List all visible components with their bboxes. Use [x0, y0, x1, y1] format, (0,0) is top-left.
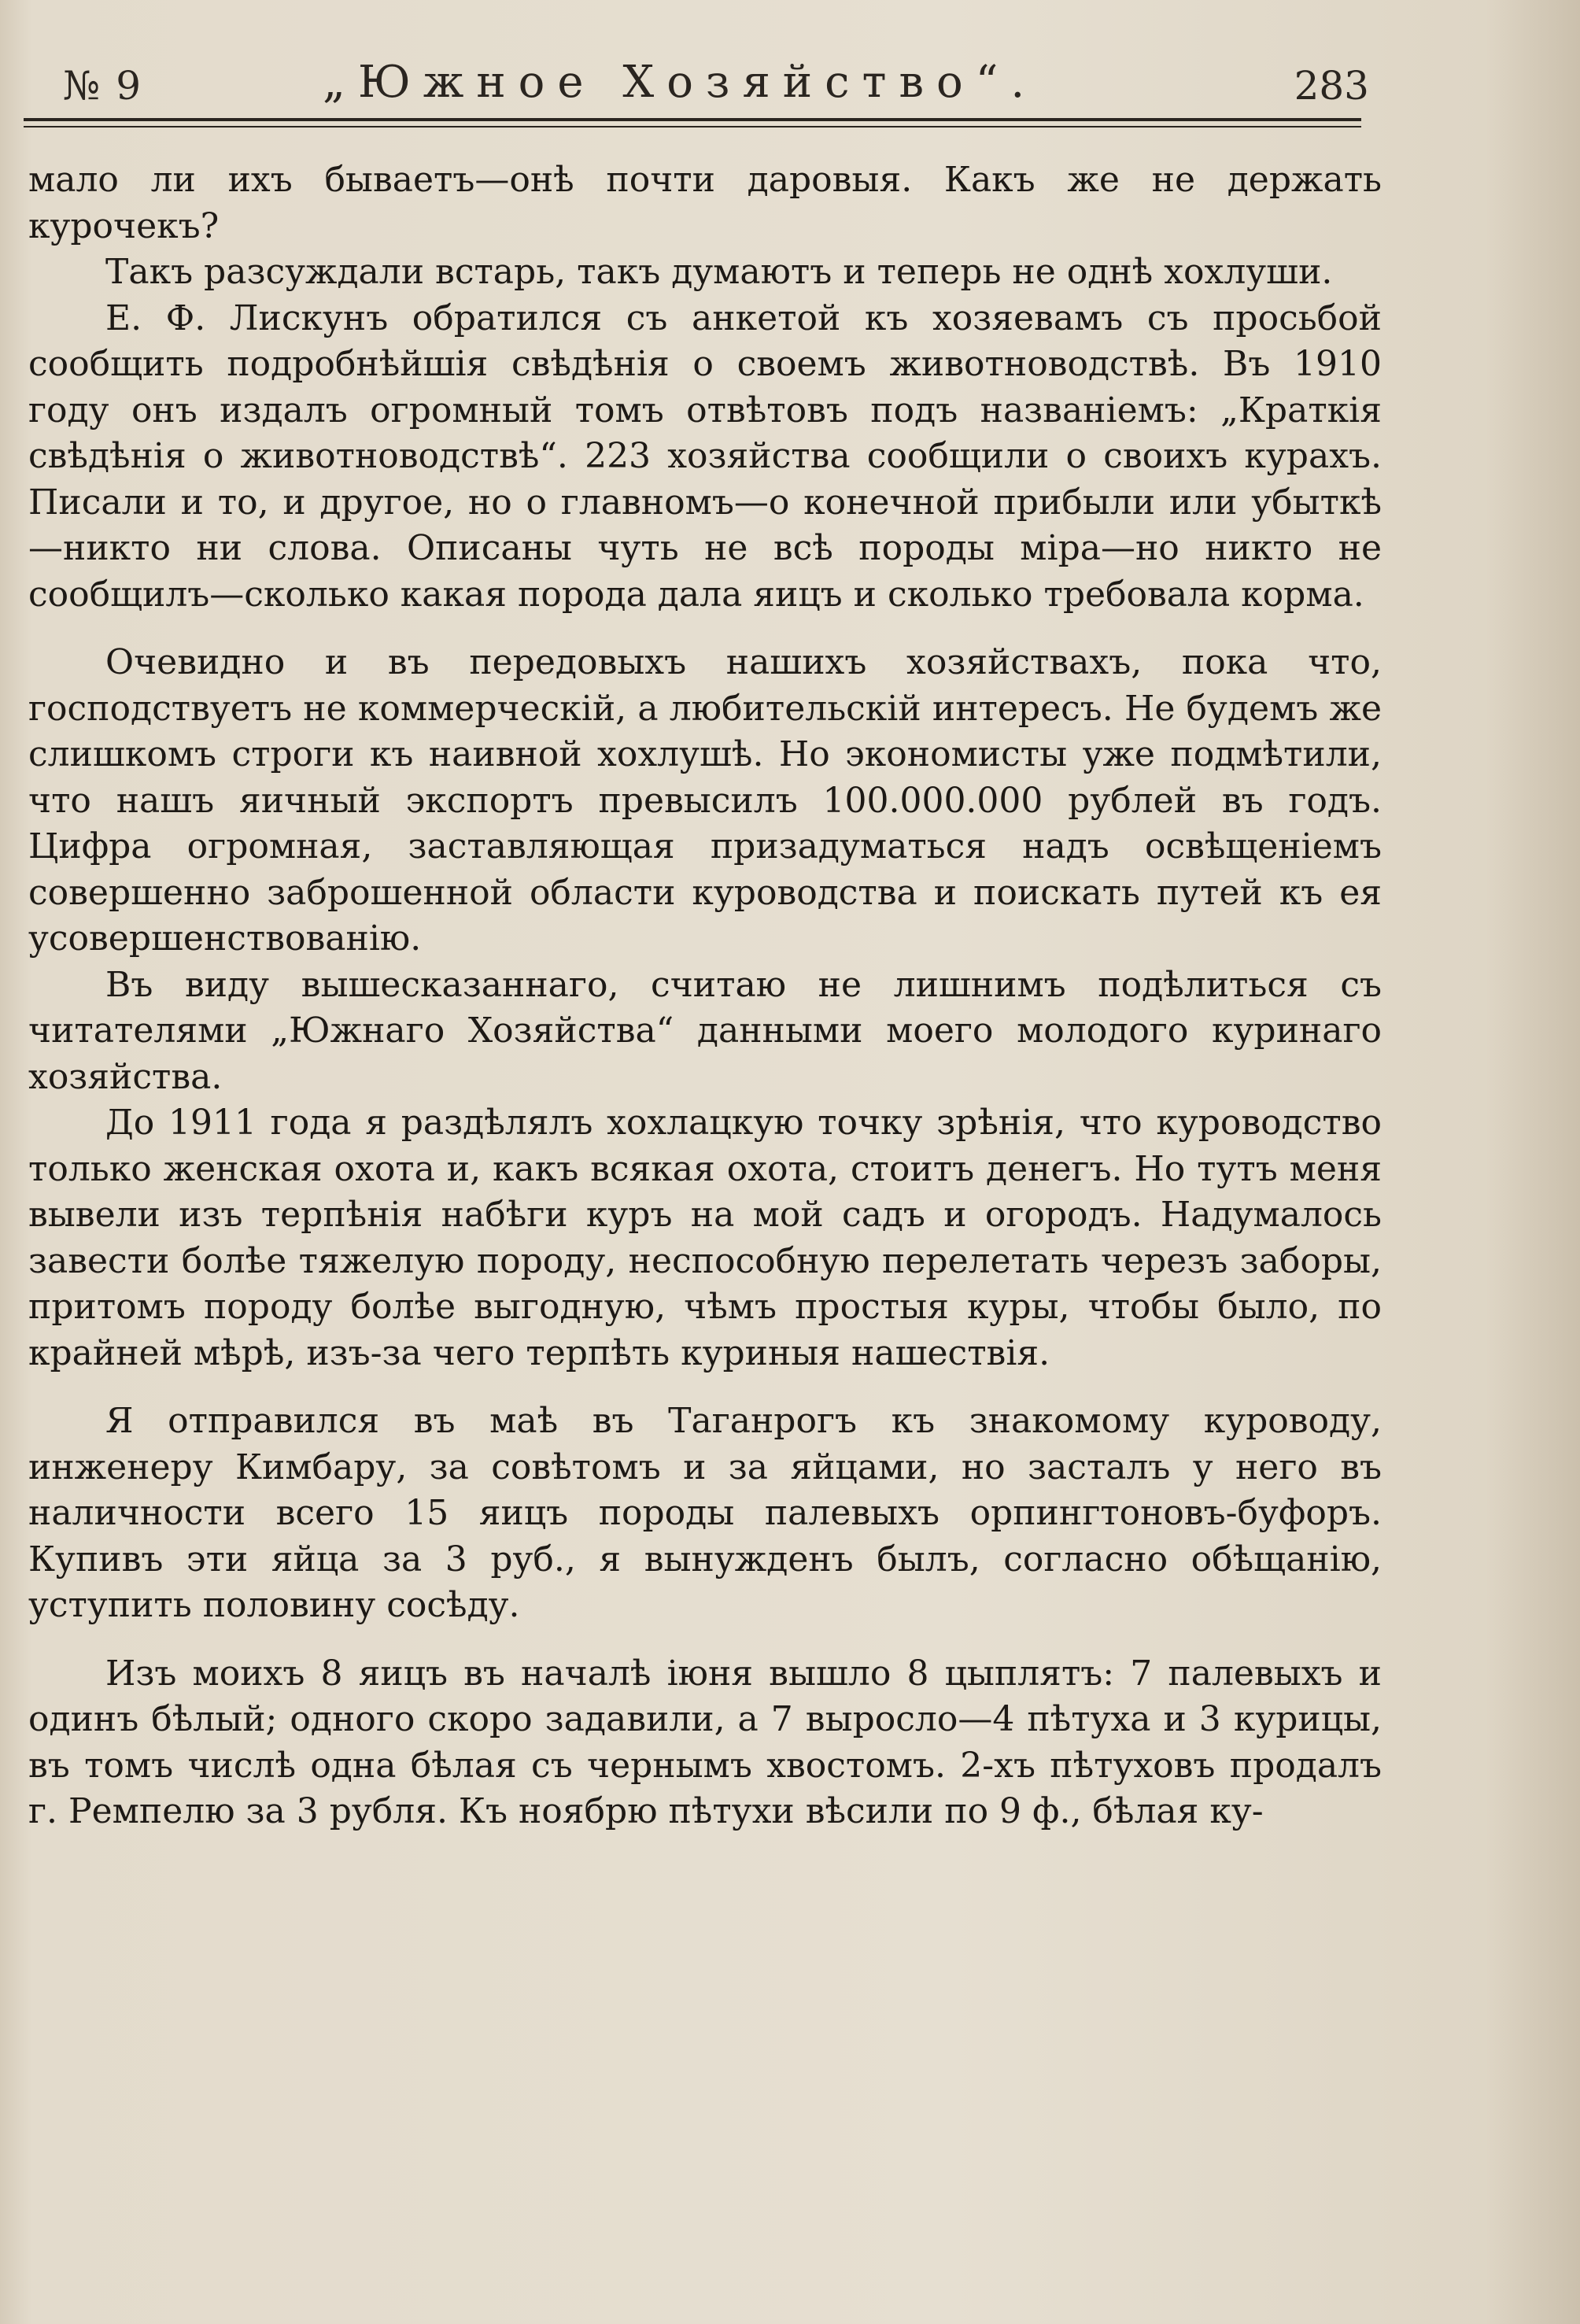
header-rule-thin — [24, 126, 1361, 127]
paragraph: мало ли ихъ бываетъ—онѣ почти даровыя. Какъ же не держать курочекъ? — [28, 160, 1382, 246]
paragraph: Такъ разсуждали встарь, такъ думаютъ и теперь не однѣ хохлуши. — [105, 252, 1333, 292]
page-number: 283 — [1294, 63, 1369, 109]
journal-title: „Южное Хозяйство“. — [323, 57, 1038, 108]
paragraph: Въ виду вышесказаннаго, считаю не лишнимъ подѣлиться съ читателями „Южнаго Хозяйства“ данными моего молодого куринаго хозяйства. — [28, 964, 1382, 1097]
header-rule-thick — [24, 118, 1361, 121]
article-body — [28, 157, 1382, 1835]
page-edge-shadow — [1486, 0, 1580, 2324]
page-header — [63, 57, 1369, 120]
paragraph: Изъ моихъ 8 яицъ въ началѣ іюня вышло 8 цыплятъ: 7 палевыхъ и одинъ бѣлый; одного скоро задавили, а 7 выросло—4 пѣтуха и 3 курицы, въ томъ числѣ одна бѣлая съ чернымъ хвостомъ. 2-хъ пѣтуховъ продалъ г. Ремпелю за 3 рубля. Къ ноябрю пѣтухи вѣсили по 9 ф., бѣлая ку- — [28, 1653, 1382, 1831]
paragraph: Очевидно и въ передовыхъ нашихъ хозяйствахъ, пока что, господствуетъ не коммерческій, а любительскій интересъ. Не будемъ же слишкомъ строги къ наивной хохлушѣ. Но экономисты уже подмѣтили, что нашъ яичный экспортъ превысилъ 100.000.000 рублей въ годъ. Цифра огромная, заставляющая призадуматься надъ освѣщеніемъ совершенно заброшенной области куроводства и поискать путей къ ея усовершенствованію. — [28, 642, 1382, 959]
issue-number: № 9 — [63, 63, 143, 109]
paragraph: Я отправился въ маѣ въ Таганрогъ къ знакомому куроводу, инженеру Кимбару, за совѣтомъ и за яйцами, но засталъ у него въ наличности всего 15 яицъ породы палевыхъ орпингтоновъ-буфоръ. Купивъ эти яйца за 3 руб., я вынужденъ былъ, согласно обѣщанію, уступить половину сосѣду. — [28, 1401, 1382, 1625]
paragraph: Е. Ф. Лискунъ обратился съ анкетой къ хозяевамъ съ просьбой сообщить подробнѣйшія свѣдѣнія о своемъ животноводствѣ. Въ 1910 году онъ издалъ огромный томъ отвѣтовъ подъ названіемъ: „Краткія свѣдѣнія о животноводствѣ“. 223 хозяйства сообщили о своихъ курахъ. Писали и то, и другое, но о главномъ—о конечной прибыли или убыткѣ—никто ни слова. Описаны чуть не всѣ породы міра—но никто не сообщилъ—сколько какая порода дала яицъ и сколько требовала корма. — [28, 297, 1382, 615]
paragraph: До 1911 года я раздѣлялъ хохлацкую точку зрѣнія, что куроводство только женская охота и, какъ всякая охота, стоитъ денегъ. Но тутъ меня вывели изъ терпѣнія набѣги куръ на мой садъ и огородъ. Надумалось завести болѣе тяжелую породу, неспособную перелетать черезъ заборы, притомъ породу болѣе выгодную, чѣмъ простыя куры, чтобы было, по крайней мѣрѣ, изъ-за чего терпѣть куриныя нашествія. — [28, 1103, 1382, 1373]
